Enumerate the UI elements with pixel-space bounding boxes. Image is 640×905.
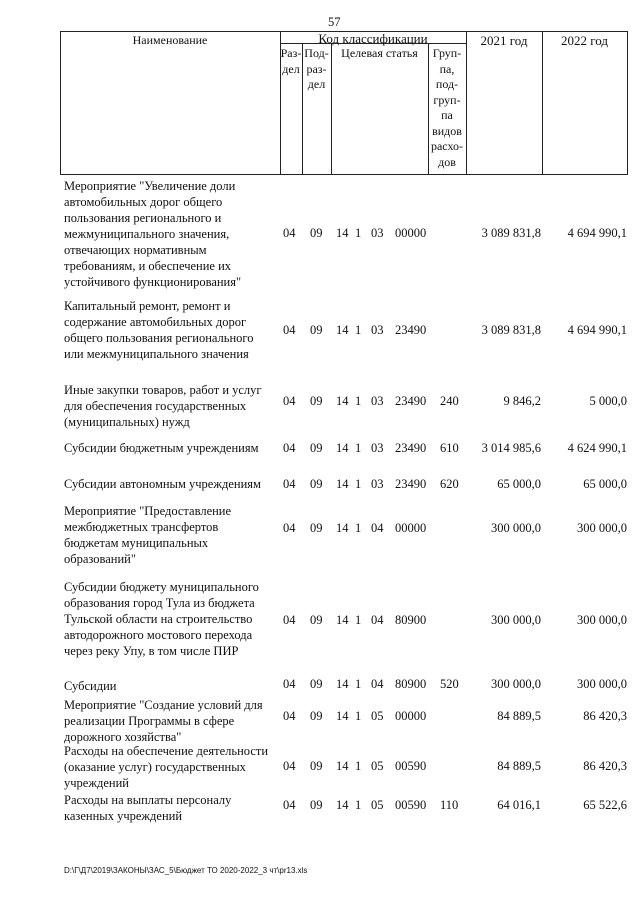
row-podrazdel: 09	[310, 323, 323, 337]
row-amount-2021: 300 000,0	[491, 521, 541, 535]
row-amount-2021: 3 089 831,8	[481, 323, 541, 337]
row-target-program: 14	[336, 226, 349, 240]
row-target-event: 04	[371, 677, 384, 691]
row-podrazdel: 09	[310, 477, 323, 491]
header-year-2022: 2022 год	[561, 33, 608, 48]
row-target-program: 14	[336, 441, 349, 455]
row-target-subprogram: 1	[355, 323, 362, 337]
row-podrazdel: 09	[310, 613, 323, 627]
row-target-direction: 23490	[395, 477, 427, 491]
row-target-event: 04	[371, 521, 384, 535]
row-target-subprogram: 1	[355, 441, 362, 455]
row-razdel: 04	[283, 709, 296, 723]
row-name: Расходы на обеспечение деятельности (оказание услуг) государственных учреждений	[64, 744, 269, 790]
row-podrazdel: 09	[310, 394, 323, 408]
row-target-program: 14	[336, 477, 349, 491]
row-target-subprogram: 1	[355, 226, 362, 240]
footer-file-path: D:\Г\Д7\2019\ЗАКОНЫ\ЗАС_5\Бюджет ТО 2020-2022_3 чт\pr13.xls	[64, 866, 308, 875]
row-target-direction: 23490	[395, 323, 427, 337]
row-razdel: 04	[283, 323, 296, 337]
row-target-direction: 00590	[395, 798, 427, 812]
row-name: Субсидии	[64, 679, 117, 693]
row-expense-type: 520	[440, 677, 459, 691]
row-target-program: 14	[336, 709, 349, 723]
header-razdel: Раз- дел	[280, 46, 302, 76]
row-name: Субсидии автономным учреждениям	[64, 477, 261, 491]
row-amount-2022: 4 694 990,1	[567, 323, 627, 337]
row-razdel: 04	[283, 441, 296, 455]
row-expense-type: 110	[440, 798, 459, 812]
row-target-direction: 23490	[395, 441, 427, 455]
row-target-program: 14	[336, 613, 349, 627]
row-target-event: 03	[371, 394, 384, 408]
header-name: Наименование	[132, 33, 208, 47]
row-name: Иные закупки товаров, работ и услуг для обеспечения государственных (муниципальных) нужд	[64, 383, 262, 429]
row-target-event: 05	[371, 759, 384, 773]
row-target-event: 05	[371, 798, 384, 812]
row-name: Мероприятие "Предоставление межбюджетных трансфертов бюджетам муниципальных образований"	[64, 504, 232, 566]
row-target-direction: 23490	[395, 394, 427, 408]
row-razdel: 04	[283, 394, 296, 408]
row-target-event: 03	[371, 441, 384, 455]
row-expense-type: 240	[440, 394, 459, 408]
row-target-program: 14	[336, 798, 349, 812]
row-target-program: 14	[336, 677, 349, 691]
row-razdel: 04	[283, 521, 296, 535]
row-target-subprogram: 1	[355, 394, 362, 408]
row-razdel: 04	[283, 759, 296, 773]
row-target-direction: 80900	[395, 677, 427, 691]
row-amount-2022: 65 000,0	[583, 477, 627, 491]
row-target-direction: 00590	[395, 759, 427, 773]
header-code-group: Код классификации	[318, 31, 428, 46]
row-target-program: 14	[336, 323, 349, 337]
header-target: Целевая статья	[341, 46, 418, 60]
row-target-event: 04	[371, 613, 384, 627]
row-target-subprogram: 1	[355, 521, 362, 535]
row-amount-2021: 300 000,0	[491, 677, 541, 691]
row-podrazdel: 09	[310, 521, 323, 535]
row-amount-2022: 86 420,3	[583, 709, 627, 723]
row-podrazdel: 09	[310, 759, 323, 773]
row-amount-2022: 5 000,0	[589, 394, 627, 408]
header-podrazdel: Под- раз- дел	[304, 46, 329, 91]
row-amount-2021: 84 889,5	[497, 709, 541, 723]
row-name: Субсидии бюджету муниципального образования город Тула из бюджета Тульской области на строительство автодорожного мостового перехода через реку Упу, в том числе ПИР	[64, 580, 259, 658]
row-amount-2022: 86 420,3	[583, 759, 627, 773]
row-amount-2021: 3 014 985,6	[481, 441, 541, 455]
row-target-event: 03	[371, 323, 384, 337]
row-name: Капитальный ремонт, ремонт и содержание автомобильных дорог общего пользования регионального или межмуниципального значения	[64, 299, 254, 361]
row-target-direction: 80900	[395, 613, 427, 627]
row-amount-2022: 4 624 990,1	[567, 441, 627, 455]
row-amount-2021: 65 000,0	[497, 477, 541, 491]
row-name: Мероприятие "Создание условий для реализации Программы в сфере дорожного хозяйства"	[64, 698, 263, 744]
header-group: Груп- па, под- груп- па видов расхо- дов	[430, 46, 464, 169]
row-razdel: 04	[283, 798, 296, 812]
row-target-program: 14	[336, 759, 349, 773]
page-number: 57	[328, 15, 341, 29]
row-target-direction: 00000	[395, 709, 427, 723]
row-amount-2022: 65 522,6	[583, 798, 627, 812]
row-amount-2022: 300 000,0	[577, 613, 627, 627]
row-target-subprogram: 1	[355, 798, 362, 812]
row-expense-type: 610	[440, 441, 459, 455]
row-amount-2022: 300 000,0	[577, 521, 627, 535]
row-target-program: 14	[336, 521, 349, 535]
row-podrazdel: 09	[310, 798, 323, 812]
row-target-program: 14	[336, 394, 349, 408]
row-target-event: 03	[371, 477, 384, 491]
row-podrazdel: 09	[310, 677, 323, 691]
row-amount-2021: 64 016,1	[497, 798, 541, 812]
row-razdel: 04	[283, 477, 296, 491]
row-target-direction: 00000	[395, 521, 427, 535]
row-target-subprogram: 1	[355, 759, 362, 773]
row-amount-2022: 4 694 990,1	[567, 226, 627, 240]
row-amount-2021: 3 089 831,8	[481, 226, 541, 240]
row-target-event: 03	[371, 226, 384, 240]
row-target-event: 05	[371, 709, 384, 723]
row-podrazdel: 09	[310, 441, 323, 455]
row-target-subprogram: 1	[355, 709, 362, 723]
row-name: Субсидии бюджетным учреждениям	[64, 441, 259, 455]
row-target-subprogram: 1	[355, 477, 362, 491]
row-podrazdel: 09	[310, 226, 323, 240]
header-year-2021: 2021 год	[480, 33, 528, 48]
row-podrazdel: 09	[310, 709, 323, 723]
row-target-direction: 00000	[395, 226, 427, 240]
row-name: Мероприятие "Увеличение доли автомобильных дорог общего пользования регионального и межмуниципального значения, отвечающих нормативным требованиям, и обеспечение их устойчивого функционирования"	[64, 179, 242, 289]
row-target-subprogram: 1	[355, 677, 362, 691]
row-razdel: 04	[283, 677, 296, 691]
row-amount-2021: 9 846,2	[503, 394, 541, 408]
row-amount-2021: 300 000,0	[491, 613, 541, 627]
row-expense-type: 620	[440, 477, 459, 491]
row-name: Расходы на выплаты персоналу казенных учреждений	[64, 793, 232, 823]
row-target-subprogram: 1	[355, 613, 362, 627]
row-amount-2022: 300 000,0	[577, 677, 627, 691]
row-razdel: 04	[283, 613, 296, 627]
row-razdel: 04	[283, 226, 296, 240]
row-amount-2021: 84 889,5	[497, 759, 541, 773]
